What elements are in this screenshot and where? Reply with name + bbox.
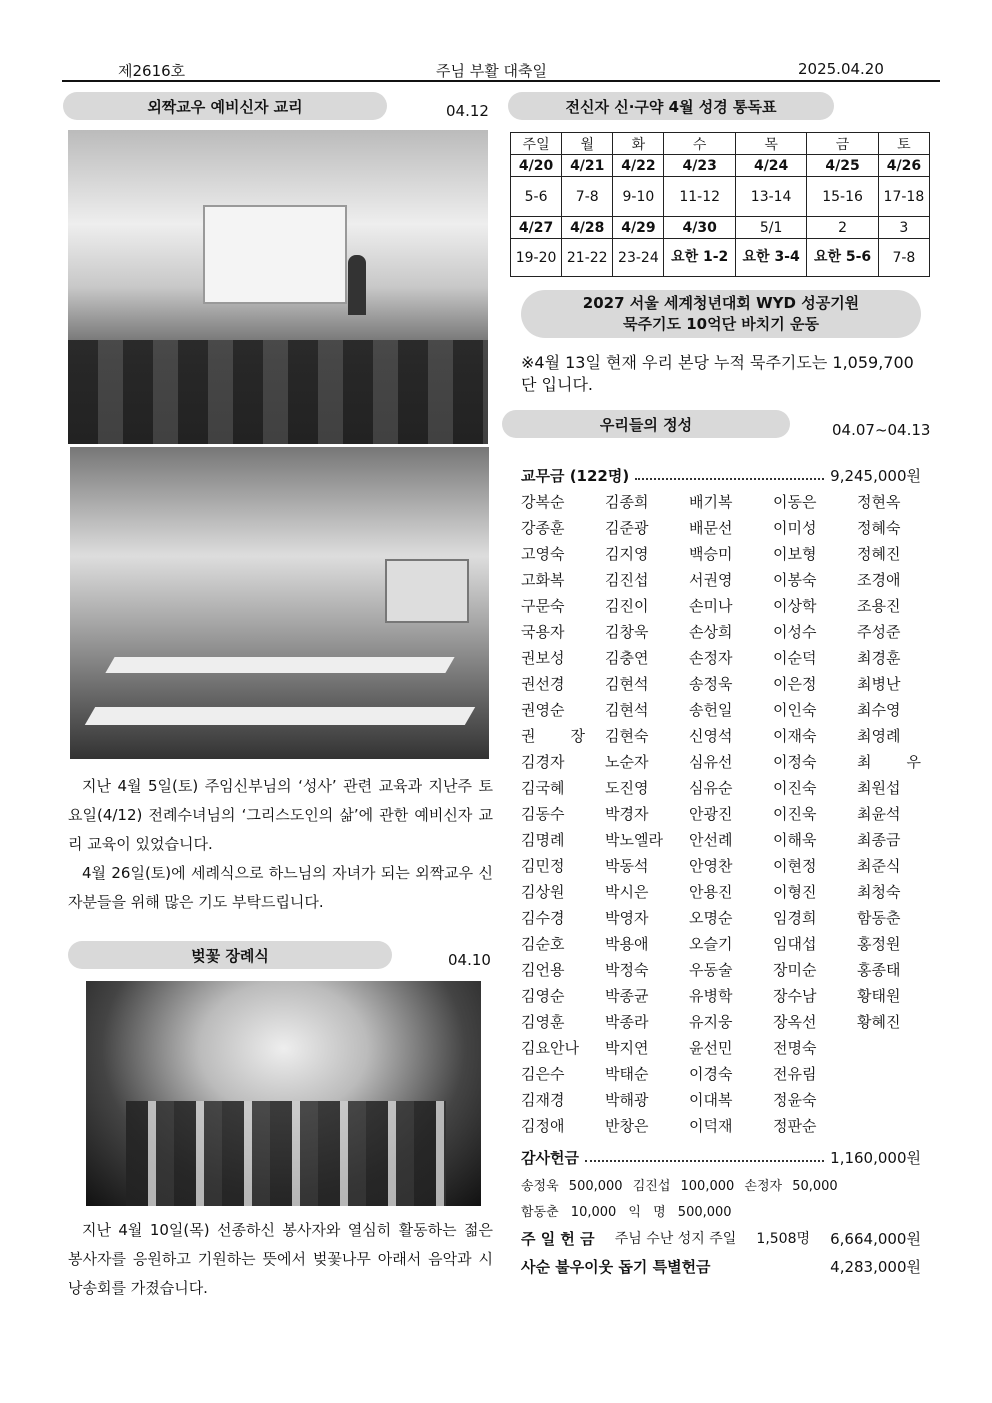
sunday-amount: 6,664,000원 [830, 1230, 921, 1248]
chapter-cell: 15-16 [807, 177, 878, 217]
donor-name: 임대섭 [773, 935, 817, 953]
kyomu-amount: 9,245,000원 [830, 467, 921, 485]
day-cell: 수 [664, 133, 735, 155]
donor-name: 박시은 [605, 883, 649, 901]
bible-reading-table [510, 132, 930, 277]
donor-name: 오슬기 [689, 935, 733, 953]
header-rule [62, 80, 940, 82]
donor-row [521, 515, 921, 541]
donor-name: 구문숙 [521, 597, 565, 615]
day-cell: 목 [735, 133, 806, 155]
chapter-cell: 19-20 [511, 239, 562, 277]
donor-name: 권 장 [521, 727, 585, 745]
donor-name: 이동은 [773, 493, 817, 511]
donor-row [521, 905, 921, 931]
donor-name: 김요안나 [521, 1039, 579, 1057]
wyd-line-1: 2027 서울 세계청년대회 WYD 성공기원 [582, 294, 860, 312]
donor-name: 김정애 [521, 1117, 565, 1135]
chapter-cell: 5-6 [511, 177, 562, 217]
photo-catechism-class-1 [68, 130, 488, 444]
chapter-cell: 요한 3-4 [735, 239, 806, 277]
donor-name: 홍종태 [857, 961, 901, 979]
donor-name: 주성준 [857, 623, 901, 641]
donor-row [521, 801, 921, 827]
donor-name: 최청숙 [857, 883, 901, 901]
donor-name [857, 1061, 921, 1087]
date-cell: 4/28 [562, 217, 613, 239]
catechism-para-2: 4월 26일(토)에 세례식으로 하느님의 자녀가 되는 외짝교우 신자분들을 위해 많은 기도 부탁드립니다. [68, 864, 493, 911]
table-row-dates-2 [511, 217, 930, 239]
donor-name: 정혜숙 [857, 519, 901, 537]
day-cell: 금 [807, 133, 878, 155]
special-label: 사순 불우이웃 돕기 특별헌금 [521, 1258, 711, 1276]
donor-row [521, 489, 921, 515]
thanks-row-2: 함동춘 10,000 익 명 500,000 [521, 1205, 732, 1220]
donor-name: 김현석 [605, 675, 649, 693]
donor-name: 정혜진 [857, 545, 901, 563]
blossom-paragraph [68, 1216, 493, 1303]
donor-name: 이대복 [689, 1091, 733, 1109]
donor-name: 이순덕 [773, 649, 817, 667]
donor-name-list [521, 489, 921, 1139]
donor-row [521, 879, 921, 905]
sunday-label: 주 일 헌 금 [521, 1230, 595, 1248]
donor-name [857, 1035, 921, 1061]
donor-name: 장옥선 [773, 1013, 817, 1031]
section-title-offering: 우리들의 정성 [502, 410, 790, 438]
donor-name: 김은수 [521, 1065, 565, 1083]
donor-name: 김민정 [521, 857, 565, 875]
chapter-cell: 7-8 [878, 239, 929, 277]
date-cell: 4/27 [511, 217, 562, 239]
date-cell: 4/25 [807, 155, 878, 177]
donor-name: 전유림 [773, 1065, 817, 1083]
donor-name: 황혜진 [857, 1013, 901, 1031]
donor-name: 심유순 [689, 779, 733, 797]
donor-name: 김재경 [521, 1091, 565, 1109]
photo-catechism-class-2 [70, 447, 489, 759]
donor-name: 김지영 [605, 545, 649, 563]
donor-name: 강종훈 [521, 519, 565, 537]
donor-name: 유지웅 [689, 1013, 733, 1031]
donor-name: 최수영 [857, 701, 901, 719]
wyd-banner [521, 290, 921, 338]
donor-name: 김준광 [605, 519, 649, 537]
chapter-cell: 11-12 [664, 177, 735, 217]
donor-name: 김국혜 [521, 779, 565, 797]
issue-title: 주님 부활 대축일 [436, 62, 547, 80]
donor-name: 안영찬 [689, 857, 733, 875]
donor-name: 심유선 [689, 753, 733, 771]
donor-name [857, 1087, 921, 1113]
date-cell: 4/20 [511, 155, 562, 177]
donor-name: 김상원 [521, 883, 565, 901]
donor-name: 이은정 [773, 675, 817, 693]
donor-name: 안광진 [689, 805, 733, 823]
donor-name: 김수경 [521, 909, 565, 927]
thanks-line [521, 1147, 921, 1168]
kyomu-label: 교무금 (122명) [521, 467, 630, 485]
donor-name: 이성수 [773, 623, 817, 641]
sunday-count: 1,508명 [756, 1231, 811, 1247]
donor-name: 김순호 [521, 935, 565, 953]
donor-row [521, 931, 921, 957]
donor-name: 백승미 [689, 545, 733, 563]
section-title-catechism: 외짝교우 예비신자 교리 [63, 92, 387, 120]
donor-row [521, 827, 921, 853]
date-cell: 4/30 [664, 217, 735, 239]
donor-name: 김영훈 [521, 1013, 565, 1031]
donor-name: 이경숙 [689, 1065, 733, 1083]
donor-name: 최병난 [857, 675, 901, 693]
donor-name: 서권영 [689, 571, 733, 589]
donor-name: 고영숙 [521, 545, 565, 563]
date-cell: 4/22 [613, 155, 664, 177]
donor-name: 박영자 [605, 909, 649, 927]
donor-name: 전명숙 [773, 1039, 817, 1057]
date-cell: 4/26 [878, 155, 929, 177]
donor-name: 안선례 [689, 831, 733, 849]
donor-name: 박동석 [605, 857, 649, 875]
donor-name: 권영순 [521, 701, 565, 719]
day-cell: 주일 [511, 133, 562, 155]
rosary-notice: ※4월 13일 현재 우리 본당 누적 묵주기도는 1,059,700단 입니다. [521, 353, 914, 394]
donor-name: 김영순 [521, 987, 565, 1005]
donor-name: 김경자 [521, 753, 565, 771]
donor-name: 이진숙 [773, 779, 817, 797]
donor-name: 박종라 [605, 1013, 649, 1031]
sunday-offering-line [521, 1228, 921, 1249]
donor-row [521, 983, 921, 1009]
issue-number: 제2616호 [118, 62, 186, 80]
donor-name: 최영례 [857, 727, 901, 745]
donor-name: 이형진 [773, 883, 817, 901]
donor-name: 조용진 [857, 597, 901, 615]
donor-name: 이재숙 [773, 727, 817, 745]
donor-row [521, 1035, 921, 1061]
donor-row [521, 567, 921, 593]
donor-name: 김종희 [605, 493, 649, 511]
donor-name: 임경희 [773, 909, 817, 927]
donor-name: 권선경 [521, 675, 565, 693]
section-date-catechism: 04.12 [446, 102, 489, 120]
catechism-paragraph [68, 772, 493, 917]
donor-name: 이보형 [773, 545, 817, 563]
donor-row [521, 541, 921, 567]
section-title-bible-reading: 전신자 신·구약 4월 성경 통독표 [508, 92, 834, 120]
thanks-label: 감사헌금 [521, 1149, 579, 1167]
leader-dots [585, 1147, 824, 1162]
donor-row [521, 697, 921, 723]
donor-name: 장미순 [773, 961, 817, 979]
chapter-cell: 23-24 [613, 239, 664, 277]
donor-name: 이덕재 [689, 1117, 733, 1135]
section-date-blossom: 04.10 [448, 951, 491, 969]
donor-name: 고화복 [521, 571, 565, 589]
donor-row [521, 1087, 921, 1113]
donor-name: 이상학 [773, 597, 817, 615]
donor-row [521, 1061, 921, 1087]
date-cell: 4/23 [664, 155, 735, 177]
donor-name: 윤선민 [689, 1039, 733, 1057]
donor-name: 노순자 [605, 753, 649, 771]
chapter-cell: 21-22 [562, 239, 613, 277]
donor-name: 유병학 [689, 987, 733, 1005]
table-row-dates-1 [511, 155, 930, 177]
leader-dots [635, 465, 824, 480]
table-row-chapters-1 [511, 177, 930, 217]
issue-date: 2025.04.20 [798, 60, 884, 78]
donor-name: 국용자 [521, 623, 565, 641]
donor-name: 김진섭 [605, 571, 649, 589]
donor-name: 송헌일 [689, 701, 733, 719]
donor-row [521, 619, 921, 645]
chapter-cell: 13-14 [735, 177, 806, 217]
photo-cherry-blossom [86, 981, 481, 1206]
thanks-amount: 1,160,000원 [830, 1149, 921, 1167]
donor-name: 우동술 [689, 961, 733, 979]
donor-name: 배기복 [689, 493, 733, 511]
table-row-days [511, 133, 930, 155]
table-row-chapters-2 [511, 239, 930, 277]
donor-name: 송정욱 [689, 675, 733, 693]
chapter-cell: 7-8 [562, 177, 613, 217]
date-cell: 4/21 [562, 155, 613, 177]
donor-name: 손정자 [689, 649, 733, 667]
donor-name: 이진욱 [773, 805, 817, 823]
donor-name: 박정숙 [605, 961, 649, 979]
date-cell: 2 [807, 217, 878, 239]
catechism-para-1: 지난 4월 5일(토) 주임신부님의 ‘성사’ 관련 교육과 지난주 토요일(4/12) 전례수녀님의 ‘그리스도인의 삶’에 관한 예비신자 교리 교육이 있었습니다. [68, 777, 493, 853]
day-cell: 월 [562, 133, 613, 155]
donor-name: 황태원 [857, 987, 901, 1005]
donor-name: 최윤석 [857, 805, 901, 823]
donor-name: 정판순 [773, 1117, 817, 1135]
donor-row [521, 853, 921, 879]
thanks-row-1: 송정욱 500,000 김진섭 100,000 손정자 50,000 [521, 1179, 838, 1194]
chapter-cell: 17-18 [878, 177, 929, 217]
donor-name: 함동춘 [857, 909, 901, 927]
donor-name: 박노엘라 [605, 831, 663, 849]
donor-name: 박해광 [605, 1091, 649, 1109]
donor-name: 안용진 [689, 883, 733, 901]
donor-name: 김현석 [605, 701, 649, 719]
donor-name: 박용애 [605, 935, 649, 953]
donor-row [521, 671, 921, 697]
donor-name: 김명례 [521, 831, 565, 849]
chapter-cell: 요한 1-2 [664, 239, 735, 277]
donor-name: 정윤숙 [773, 1091, 817, 1109]
kyomu-line [521, 465, 921, 486]
donor-name: 오명순 [689, 909, 733, 927]
donor-row [521, 749, 921, 775]
donor-name: 박종균 [605, 987, 649, 1005]
section-date-offering: 04.07~04.13 [832, 421, 931, 439]
donor-name: 김현숙 [605, 727, 649, 745]
donor-row [521, 723, 921, 749]
donor-name: 권보성 [521, 649, 565, 667]
chapter-cell: 9-10 [613, 177, 664, 217]
donor-row [521, 645, 921, 671]
donor-name: 강복순 [521, 493, 565, 511]
donor-name: 최종금 [857, 831, 901, 849]
donor-name: 이해욱 [773, 831, 817, 849]
wyd-line-2: 묵주기도 10억단 바치기 운동 [623, 315, 819, 333]
donor-name: 손미나 [689, 597, 733, 615]
date-cell: 5/1 [735, 217, 806, 239]
donor-row [521, 1113, 921, 1139]
special-amount: 4,283,000원 [830, 1258, 921, 1276]
day-cell: 토 [878, 133, 929, 155]
donor-name: 김언용 [521, 961, 565, 979]
donor-name: 김동수 [521, 805, 565, 823]
donor-name: 이현정 [773, 857, 817, 875]
donor-name: 신영석 [689, 727, 733, 745]
donor-name: 배문선 [689, 519, 733, 537]
donor-name: 박경자 [605, 805, 649, 823]
blossom-para: 지난 4월 10일(목) 선종하신 봉사자와 열심히 활동하는 젊은 봉사자를 응원하고 기원하는 뜻에서 벚꽃나무 아래서 음악과 시 낭송회를 가졌습니다. [68, 1221, 493, 1297]
donor-name: 조경애 [857, 571, 901, 589]
day-cell: 화 [613, 133, 664, 155]
date-cell: 3 [878, 217, 929, 239]
donor-name: 최준식 [857, 857, 901, 875]
donor-name: 박지연 [605, 1039, 649, 1057]
donor-name: 최원섭 [857, 779, 901, 797]
donor-row [521, 775, 921, 801]
donor-name: 김진이 [605, 597, 649, 615]
donor-name: 손상희 [689, 623, 733, 641]
date-cell: 4/24 [735, 155, 806, 177]
donor-name: 반창은 [605, 1117, 649, 1135]
donor-row [521, 1009, 921, 1035]
donor-name: 최경훈 [857, 649, 901, 667]
donor-name: 김충연 [605, 649, 649, 667]
donor-name: 김창욱 [605, 623, 649, 641]
donor-name: 이정숙 [773, 753, 817, 771]
donor-row [521, 957, 921, 983]
special-offering-line [521, 1256, 921, 1277]
donor-name: 이미성 [773, 519, 817, 537]
donor-name: 홍정원 [857, 935, 901, 953]
donor-name: 정현옥 [857, 493, 901, 511]
donor-name: 이인숙 [773, 701, 817, 719]
date-cell: 4/29 [613, 217, 664, 239]
donor-name: 최 우 [857, 753, 921, 771]
donor-name: 도진영 [605, 779, 649, 797]
donor-name: 박태순 [605, 1065, 649, 1083]
section-title-blossom: 벚꽃 장례식 [68, 941, 392, 969]
donor-name: 장수남 [773, 987, 817, 1005]
donor-row [521, 593, 921, 619]
sunday-desc: 주님 수난 성지 주일 [614, 1231, 737, 1247]
donor-name: 이봉숙 [773, 571, 817, 589]
chapter-cell: 요한 5-6 [807, 239, 878, 277]
donor-name [857, 1113, 921, 1139]
